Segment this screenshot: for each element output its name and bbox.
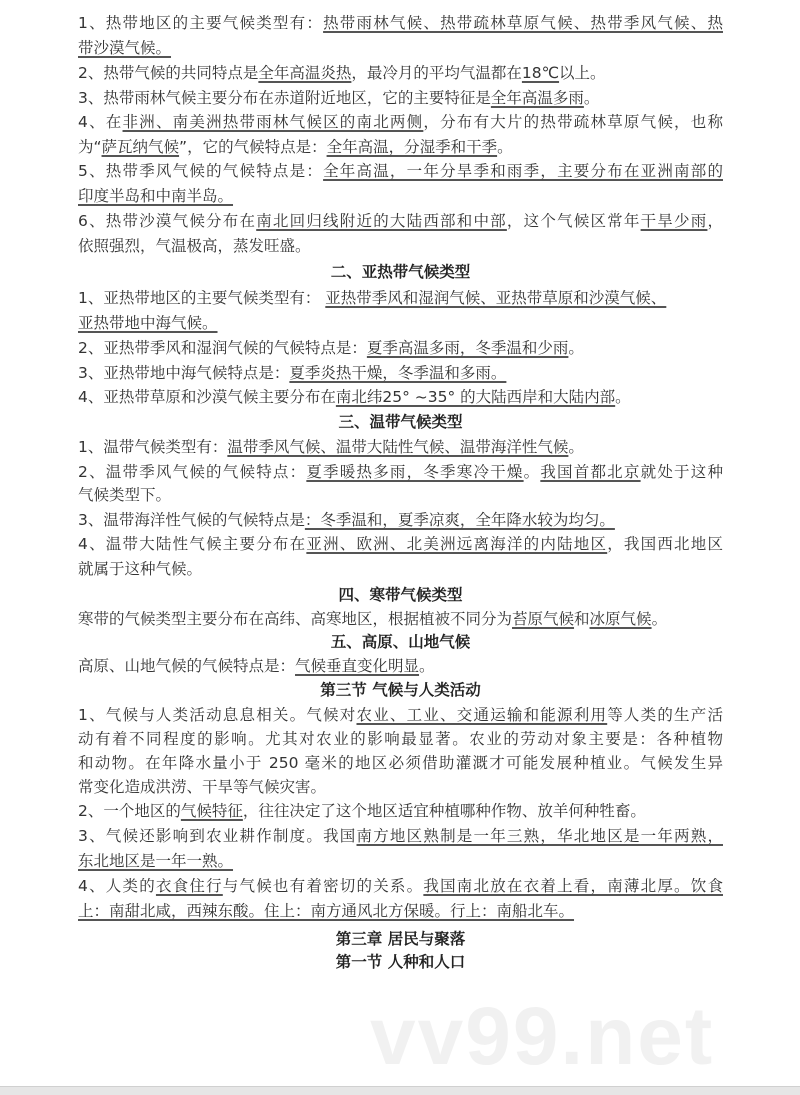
underlined-key-point: 全年高温，一年分旱季和雨季，主要分布在亚洲南部的: [323, 162, 723, 180]
underlined-key-point: 亚热带地中海气候。: [78, 314, 218, 332]
text-segment: 3、温带海洋性气候的气候特点是: [78, 511, 305, 529]
underlined-key-point: 我国首都北京: [540, 463, 641, 481]
text-line: [78, 211, 723, 231]
text-segment: 等人类的生产活: [607, 706, 723, 724]
text-line: [78, 485, 723, 505]
text-segment: 。: [497, 138, 513, 156]
underlined-key-point: 温带季风气候、温带大陆性气候、温带海洋性气候: [227, 438, 569, 456]
text-line: [78, 288, 723, 308]
text-line: [78, 363, 723, 383]
text-line: [78, 38, 723, 58]
text-segment: ，: [707, 212, 723, 230]
text-line: [78, 534, 723, 554]
underlined-key-point: 南北纬25° ~35° 的大陆西岸和大陆内部: [335, 388, 616, 406]
text-line: [78, 112, 723, 132]
text-segment: 为“: [78, 138, 102, 156]
underlined-key-point: 亚热带季风和湿润气候、亚热带草原和沙漠气候、: [325, 289, 667, 307]
text-segment: 。: [568, 438, 584, 456]
text-segment: 6、热带沙漠气候分布在: [78, 212, 257, 230]
underlined-key-point: 气候特征: [180, 802, 243, 820]
text-segment: 第三章 居民与聚落: [335, 930, 466, 948]
text-segment: 常变化造成洪涝、干旱等气候灾害。: [78, 778, 327, 796]
text-segment: 。: [583, 89, 600, 107]
text-segment: ，往往决定了这个地区适宜种植哪种作物、放羊何种牲畜。: [242, 802, 646, 820]
text-line: [78, 462, 723, 482]
underlined-key-point: ：冬季温和，夏季凉爽，全年降水较为均匀。: [304, 511, 615, 529]
text-segment: 4、亚热带草原和沙漠气候主要分布在: [78, 388, 336, 406]
text-line: [78, 186, 723, 206]
text-segment: 就处于这种: [640, 463, 723, 481]
text-segment: 3、热带雨林气候主要分布在赤道附近地区，它的主要特征是: [78, 89, 491, 107]
underlined-key-point: 夏季暖热多雨，冬季寒冷干燥: [306, 463, 524, 481]
underlined-key-point: 南北回归线附近的大陆西部和中部: [256, 212, 507, 230]
text-line: [78, 161, 723, 181]
text-line: [78, 137, 723, 157]
underlined-key-point: 非洲、南美洲热带雨林气候区的南北两侧: [122, 113, 424, 131]
text-segment: 三、温带气候类型: [338, 413, 463, 431]
text-segment: 4、温带大陆性气候主要分布在: [78, 535, 307, 553]
text-segment: 。: [523, 463, 541, 481]
underlined-key-point: 苔原气候: [512, 610, 575, 628]
text-segment: 第三节 气候与人类活动: [320, 681, 481, 699]
text-segment: 。: [615, 388, 631, 406]
underlined-key-point: 全年高温多雨: [490, 89, 584, 107]
text-segment: 1、气候与人类活动息息相关。气候对: [78, 706, 357, 724]
text-segment: ，分布有大片的热带疏林草原气候，也称: [423, 113, 723, 131]
underlined-key-point: 带沙漠气候。: [78, 39, 172, 57]
text-segment: 1、温带气候类型有：: [78, 438, 228, 456]
text-line: [78, 729, 723, 749]
underlined-key-point: 全年高温，分湿季和干季: [326, 138, 498, 156]
underlined-key-point: 热带雨林气候、热带疏林草原气候、热带季风气候、热: [323, 14, 723, 32]
text-segment: 5、热带季风气候的气候特点是：: [78, 162, 324, 180]
text-segment: 和动物。在年降水量小于 250 毫米的地区必须借助灌溉才可能发展种植业。气候发生异: [78, 754, 723, 772]
underlined-key-point: 南方地区熟制是一年三熟，华北地区是一年两熟，: [356, 827, 723, 845]
text-segment: 就属于这种气候。: [78, 560, 203, 578]
text-line: [78, 826, 723, 846]
text-line: [78, 338, 723, 358]
section-heading: [78, 952, 723, 972]
text-segment: 以上。: [559, 64, 606, 82]
text-segment: 依照强烈，气温极高，蒸发旺盛。: [78, 237, 311, 255]
text-segment: 4、人类的: [78, 877, 156, 895]
text-line: [78, 753, 723, 773]
text-segment: 3、气候还影响到农业耕作制度。我国: [78, 827, 357, 845]
section-heading: [78, 680, 723, 700]
text-segment: 2、亚热带季风和湿润气候的气候特点是：: [78, 339, 367, 357]
text-segment: 3、亚热带地中海气候特点是：: [78, 364, 290, 382]
text-segment: 寒带的气候类型主要分布在高纬、高寒地区，根据植被不同分为: [78, 610, 513, 628]
underlined-key-point: 上：南甜北咸，西辣东酸。住上：南方通风北方保暖。行上：南船北车。: [78, 902, 575, 920]
section-heading: [78, 632, 723, 652]
text-segment: 气候类型下。: [78, 486, 172, 504]
text-segment: 与气候也有着密切的关系。: [222, 877, 424, 895]
underlined-key-point: 亚洲、欧洲、北美洲远离海洋的内陆地区: [306, 535, 608, 553]
text-segment: 四、寒带气候类型: [338, 586, 463, 604]
underlined-key-point: 衣食住行: [155, 877, 223, 895]
text-line: [78, 901, 723, 921]
underlined-key-point: 农业、工业、交通运输和能源利用: [356, 706, 608, 724]
text-segment: 。: [568, 339, 584, 357]
underlined-key-point: 夏季高温多雨，冬季温和少雨: [366, 339, 569, 357]
text-line: [78, 609, 723, 629]
text-segment: ，这个气候区常年: [506, 212, 641, 230]
underlined-key-point: 萨瓦纳气候: [101, 138, 180, 156]
section-heading: [78, 929, 723, 949]
watermark: vv99.net: [370, 991, 715, 1082]
underlined-key-point: 干旱少雨: [640, 212, 708, 230]
underlined-key-point: 气候垂直变化明显: [295, 657, 420, 675]
underlined-key-point: 冰原气候: [589, 610, 652, 628]
text-segment: 和: [574, 610, 590, 628]
underlined-key-point: 我国南北放在衣着上看，南薄北厚。饮食: [423, 877, 723, 895]
text-segment: 高原、山地气候的气候特点是：: [78, 657, 296, 675]
text-line: [78, 876, 723, 896]
underlined-key-point: 印度半岛和中南半岛。: [78, 187, 234, 205]
text-segment: 二、亚热带气候类型: [330, 263, 471, 281]
text-line: [78, 387, 723, 407]
text-line: [78, 510, 723, 530]
underlined-key-point: 夏季炎热干燥，冬季温和多雨。: [289, 364, 507, 382]
underlined-key-point: 全年高温炎热: [258, 64, 352, 82]
text-line: [78, 801, 723, 821]
text-segment: 。: [419, 657, 435, 675]
text-segment: 4、在: [78, 113, 123, 131]
section-heading: [78, 412, 723, 432]
underlined-key-point: 18℃: [521, 64, 560, 82]
text-line: [78, 88, 723, 108]
text-line: [78, 559, 723, 579]
text-line: [78, 777, 723, 797]
text-segment: ”，它的气候特点是：: [179, 138, 327, 156]
text-line: [78, 63, 723, 83]
text-line: [78, 705, 723, 725]
text-segment: ，我国西北地区: [607, 535, 723, 553]
text-segment: 2、热带气候的共同特点是: [78, 64, 259, 82]
text-line: [78, 656, 723, 676]
text-segment: 动有着不同程度的影响。尤其对农业的影响最显著。农业的劳动对象主要是：各种植物: [78, 730, 723, 748]
text-line: [78, 313, 723, 333]
text-segment: 1、热带地区的主要气候类型有：: [78, 14, 324, 32]
text-segment: 第一节 人种和人口: [335, 953, 466, 971]
text-line: [78, 13, 723, 33]
text-segment: 。: [651, 610, 668, 628]
text-segment: 1、亚热带地区的主要气候类型有：: [78, 289, 326, 307]
text-line: [78, 236, 723, 256]
text-segment: 2、一个地区的: [78, 802, 181, 820]
text-segment: 五、高原、山地气候: [330, 633, 471, 651]
text-line: [78, 437, 723, 457]
underlined-key-point: 东北地区是一年一熟。: [78, 852, 234, 870]
text-segment: 2、温带季风气候的气候特点：: [78, 463, 307, 481]
section-heading: [78, 262, 723, 282]
text-segment: ，最冷月的平均气温都在: [351, 64, 522, 82]
text-line: [78, 851, 723, 871]
section-heading: [78, 585, 723, 605]
